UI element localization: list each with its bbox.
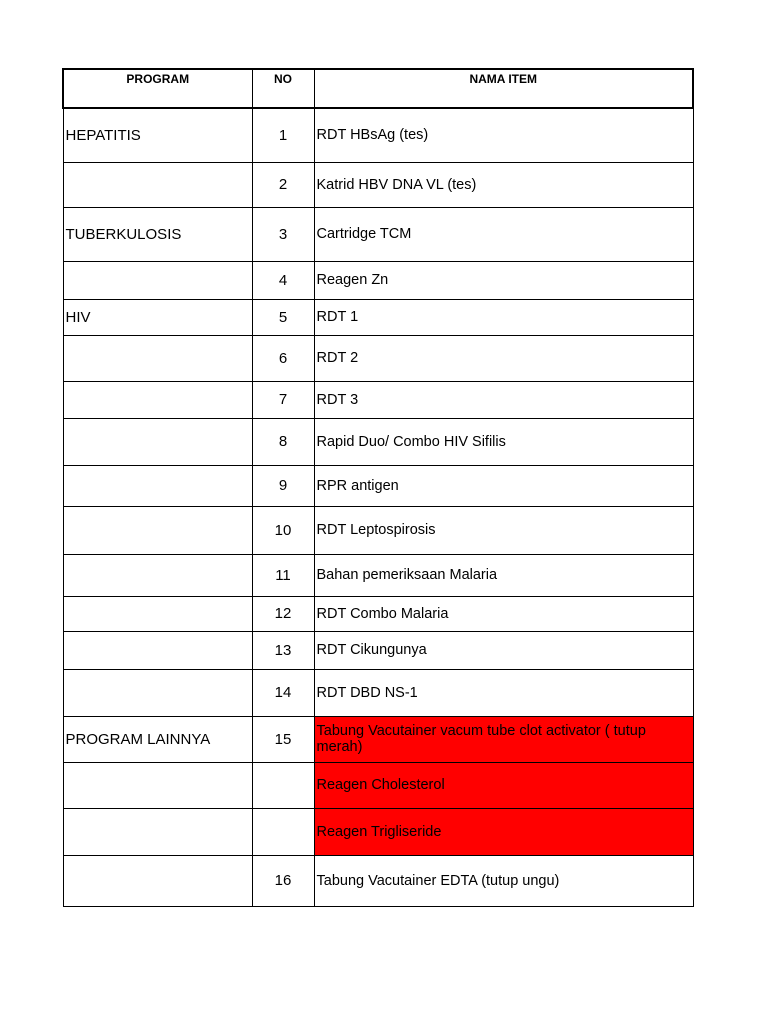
program-cell [63,162,252,207]
table-row [63,299,693,335]
table-row [63,631,693,669]
item-cell: Cartridge TCM [314,207,693,261]
item-cell: RDT 3 [314,381,693,418]
program-cell [63,554,252,596]
item-cell: RDT HBsAg (tes) [314,108,693,162]
program-cell [63,762,252,808]
table-row [63,162,693,207]
table-row [63,855,693,906]
program-cell: PROGRAM LAINNYA [63,716,252,762]
item-cell: RDT 2 [314,335,693,381]
no-cell: 3 [252,207,314,261]
no-cell: 13 [252,631,314,669]
item-cell: RDT Cikungunya [314,631,693,669]
program-cell: HEPATITIS [63,108,252,162]
no-cell: 4 [252,261,314,299]
table-row [63,381,693,418]
program-cell [63,418,252,465]
program-cell [63,465,252,506]
no-cell: 15 [252,716,314,762]
program-cell [63,855,252,906]
header-program: PROGRAM [63,69,252,108]
no-cell: 1 [252,108,314,162]
table-row [63,418,693,465]
item-cell: RDT Leptospirosis [314,506,693,554]
item-cell: Tabung Vacutainer vacum tube clot activator ( tutup merah) [314,716,693,762]
program-cell [63,631,252,669]
table-row [63,261,693,299]
table-row [63,669,693,716]
item-cell: Bahan pemeriksaan Malaria [314,554,693,596]
no-cell: 7 [252,381,314,418]
table-row [63,596,693,631]
item-cell: RPR antigen [314,465,693,506]
program-cell: TUBERKULOSIS [63,207,252,261]
table-row [63,108,693,162]
program-cell [63,335,252,381]
header-row [63,69,693,108]
header-nama-item: NAMA ITEM [314,69,693,108]
program-cell: HIV [63,299,252,335]
table-row [63,465,693,506]
no-cell: 2 [252,162,314,207]
program-cell [63,596,252,631]
no-cell: 11 [252,554,314,596]
item-cell: Katrid HBV DNA VL (tes) [314,162,693,207]
program-cell [63,669,252,716]
item-cell: Rapid Duo/ Combo HIV Sifilis [314,418,693,465]
table-row [63,207,693,261]
item-cell: Reagen Trigliseride [314,808,693,855]
item-cell: Reagen Zn [314,261,693,299]
item-cell: Reagen Cholesterol [314,762,693,808]
program-cell [63,261,252,299]
table-row [63,506,693,554]
program-cell [63,381,252,418]
no-cell: 12 [252,596,314,631]
item-cell: RDT 1 [314,299,693,335]
no-cell [252,762,314,808]
table-row [63,554,693,596]
no-cell: 6 [252,335,314,381]
program-item-table [62,68,694,907]
item-cell: RDT DBD NS-1 [314,669,693,716]
no-cell: 9 [252,465,314,506]
program-cell [63,808,252,855]
no-cell: 14 [252,669,314,716]
no-cell: 16 [252,855,314,906]
program-cell [63,506,252,554]
table-row [63,808,693,855]
no-cell: 10 [252,506,314,554]
no-cell: 5 [252,299,314,335]
item-cell: RDT Combo Malaria [314,596,693,631]
no-cell [252,808,314,855]
table-row [63,335,693,381]
item-cell: Tabung Vacutainer EDTA (tutup ungu) [314,855,693,906]
table-row [63,716,693,762]
no-cell: 8 [252,418,314,465]
table-row [63,762,693,808]
header-no: NO [252,69,314,108]
